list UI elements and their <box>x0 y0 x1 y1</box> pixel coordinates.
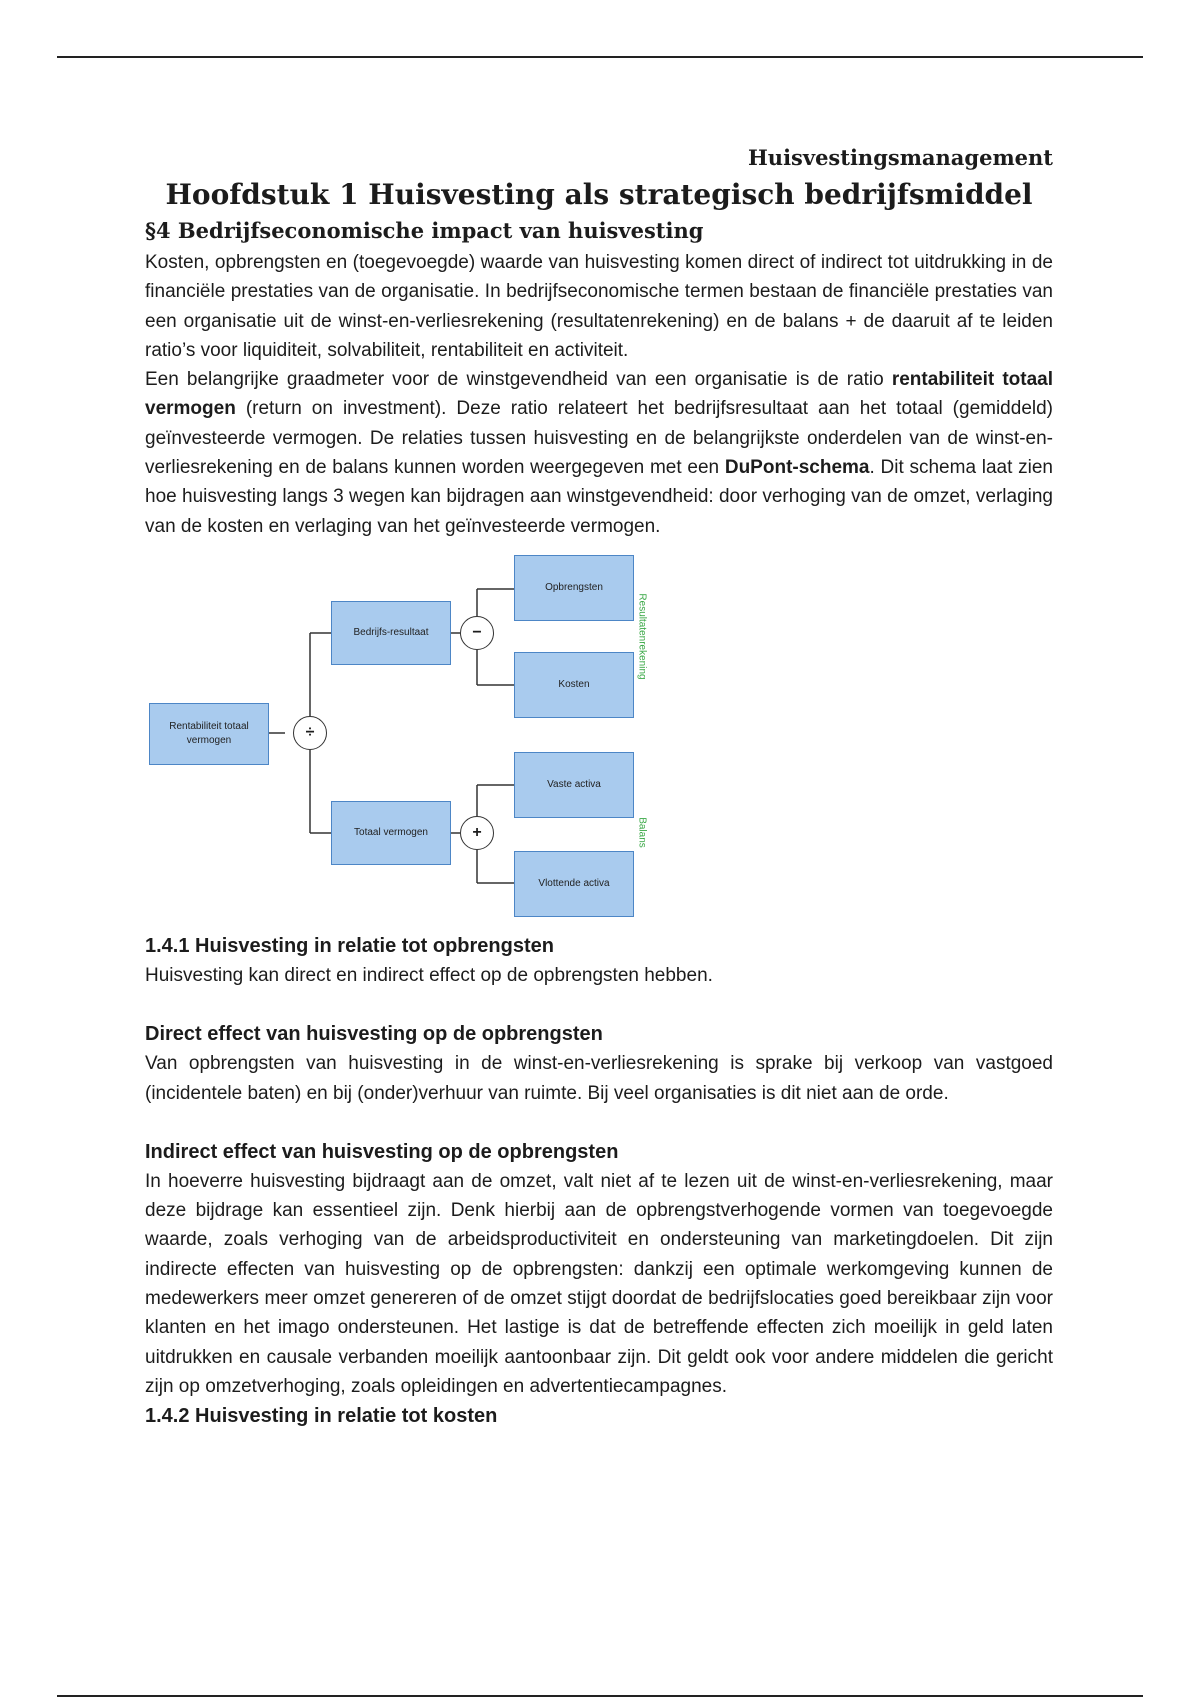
label-resultatenrekening: Resultatenrekening <box>636 593 648 680</box>
chapter-title: Hoofdstuk 1 Huisvesting als strategisch bedrijfsmiddel <box>165 178 1033 211</box>
box-bedrijfsresultaat: Bedrijfs-resultaat <box>331 601 451 665</box>
operator-top: − <box>460 616 494 650</box>
box-kosten: Kosten <box>514 652 634 718</box>
section-title: §4 Bedrijfseconomische impact van huisvesting <box>145 218 704 243</box>
paragraph-indirect-effect: In hoeverre huisvesting bijdraagt aan de omzet, valt niet af te lezen uit de winst-en-verliesrekening, maar deze bijdrage kan essentieel zijn. Denk hierbij aan de opbrengstverhogende vormen van toegevoegde waarde, zoals verhoging van de arbeidsproductiviteit en ondersteuning van marketingdoelen. Dit zijn indirecte effecten van huisvesting op de opbrengsten: dankzij een optimale werkomgeving kunnen de medewerkers meer omzet genereren of de omzet stijgt doordat de bedrijfslocaties goed bereikbaar zijn voor klanten en het imago ondersteunen. Het lastige is dat de betreffende effecten zich moeilijk in geld laten uitdrukken en causale verbanden moeilijk aantoonbaar zijn. Dit geldt ook voor andere middelen die gericht zijn op omzetverhoging, zoals opleidingen en advertentiecampagnes. <box>145 1170 1053 1397</box>
intro-text-b: (return on investment). Deze ratio relateert het bedrijfsresultaat aan het totaal (gemiddeld) geïnvesteerde vermogen. De relaties tussen huisvesting en de belangrijkste onderdelen van de winst-en-verliesrekening en de balans kunnen worden weergegeven met een <box>145 398 1053 479</box>
top-rule <box>57 56 1143 58</box>
box-totaal-vermogen: Totaal vermogen <box>331 801 451 865</box>
operator-root: ÷ <box>293 716 327 750</box>
spacer <box>145 990 1053 1019</box>
spacer <box>145 1108 1053 1137</box>
term-dupont: DuPont-schema <box>724 457 870 479</box>
heading-direct-effect: Direct effect van huisvesting op de opbrengsten <box>145 1023 603 1046</box>
box-opbrengsten: Opbrengsten <box>514 555 634 621</box>
label-balans: Balans <box>636 817 648 848</box>
term-rentabiliteit: rentabiliteit totaal vermogen <box>145 369 1053 420</box>
bottom-rule <box>57 1695 1143 1697</box>
heading-indirect-effect: Indirect effect van huisvesting op de opbrengsten <box>145 1140 619 1163</box>
heading-1-4-1: 1.4.1 Huisvesting in relatie tot opbrengsten <box>145 934 554 957</box>
box-vaste-activa: Vaste activa <box>514 752 634 818</box>
box-rentabiliteit: Rentabiliteit totaal vermogen <box>149 703 269 765</box>
intro-paragraph-2 <box>145 365 1053 541</box>
paragraph-direct-effect: Van opbrengsten van huisvesting in de winst-en-verliesrekening is sprake bij verkoop van vastgoed (incidentele baten) en bij (onder)verhuur van ruimte. Bij veel organisaties is dit niet aan de orde. <box>145 1053 1053 1104</box>
running-header: Huisvestingsmanagement <box>747 145 1053 170</box>
intro-paragraph-1: Kosten, opbrengsten en (toegevoegde) waarde van huisvesting komen direct of indirect tot uitdrukking in de financiële prestaties van de organisatie. In bedrijfseconomische termen bestaan de financiële prestaties van een organisatie uit de winst-en-verliesrekening (resultatenrekening) en de balans + de daaruit af te leiden ratio’s voor liquiditeit, solvabiliteit, rentabiliteit en activiteit. <box>145 252 1053 361</box>
intro-text-a: Een belangrijke graadmeter voor de winstgevendheid van een organisatie is de ratio <box>145 369 892 391</box>
heading-1-4-2: 1.4.2 Huisvesting in relatie tot kosten <box>145 1405 498 1428</box>
page-content <box>145 140 1053 1431</box>
operator-bottom: + <box>460 816 494 850</box>
paragraph-1-4-1: Huisvesting kan direct en indirect effect op de opbrengsten hebben. <box>145 964 713 986</box>
intro-text-c: . Dit schema laat zien hoe huisvesting langs 3 wegen kan bijdragen aan winstgevendheid: door verhoging van de omzet, verlaging van de kosten en verlaging van het geïnvesteerde vermogen. <box>145 457 1053 537</box>
box-vlottende-activa: Vlottende activa <box>514 851 634 917</box>
dupont-diagram <box>145 551 1053 931</box>
